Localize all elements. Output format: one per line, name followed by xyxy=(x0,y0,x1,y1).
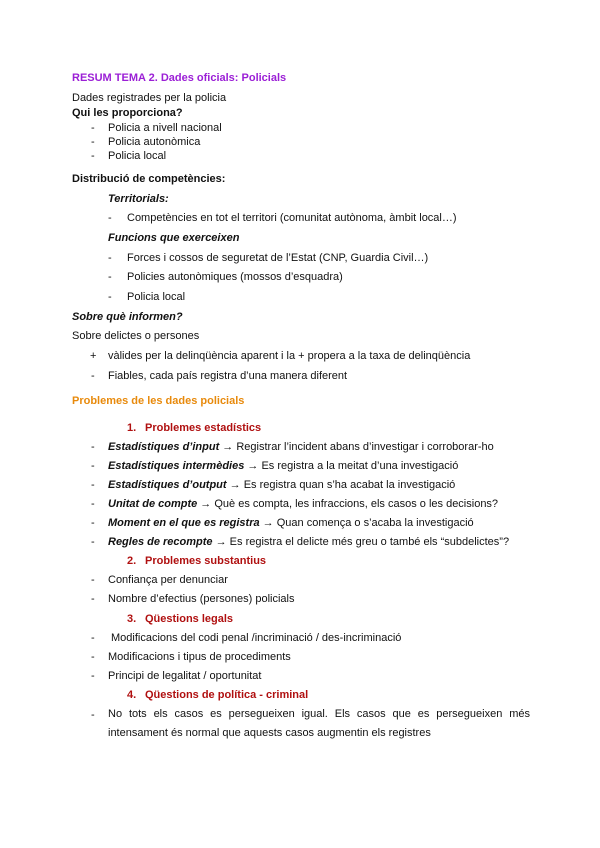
list-item: Fiables, cada país registra d’una manera diferent xyxy=(108,370,348,382)
list-bullet: - xyxy=(91,150,95,162)
description: Es registra a la meitat d’una investigació xyxy=(261,460,459,472)
list-bullet: - xyxy=(91,593,95,605)
arrow-icon: → xyxy=(229,479,241,491)
numbered-heading: Qüestions legals xyxy=(145,613,234,625)
term: Moment en el que es registra xyxy=(108,517,260,529)
arrow-icon: → xyxy=(262,517,274,529)
list-item: Policies autonòmiques (mossos d’esquadra) xyxy=(127,271,343,283)
term: Estadístiques d’input xyxy=(108,441,220,453)
list-item: Policia local xyxy=(127,291,186,303)
section-heading: Distribució de competències: xyxy=(72,173,226,185)
list-item xyxy=(108,440,494,454)
description: Es registra el delicte més greu o també els “subdelictes”? xyxy=(229,536,510,548)
list-item: Forces i cossos de seguretat de l’Estat (CNP, Guardia Civil…) xyxy=(127,252,429,264)
list-item: Confiança per denunciar xyxy=(108,574,228,586)
description: Quan comença o s’acaba la investigació xyxy=(276,517,474,529)
list-item: vàlides per la delinqüència aparent i la + propera a la taxa de delinqüència xyxy=(108,350,471,362)
term: Estadístiques intermèdies xyxy=(108,460,245,472)
list-bullet: - xyxy=(108,271,112,283)
list-item: Nombre d’efectius (persones) policials xyxy=(108,593,295,605)
list-bullet: - xyxy=(108,212,112,224)
list-item xyxy=(108,459,458,473)
section-text: Sobre delictes o persones xyxy=(72,330,200,342)
list-bullet: - xyxy=(91,460,95,472)
numbered-heading-number: 1. xyxy=(127,422,137,434)
list-bullet: - xyxy=(91,670,95,682)
numbered-heading: Problemes substantius xyxy=(145,555,267,567)
list-item: Policia local xyxy=(108,150,167,162)
problems-heading: Problemes de les dades policials xyxy=(72,395,245,407)
list-item: Modificacions i tipus de procediments xyxy=(108,651,291,663)
list-bullet: - xyxy=(91,632,95,644)
list-bullet: - xyxy=(108,252,112,264)
subsection-heading: Funcions que exerceixen xyxy=(108,232,240,244)
arrow-icon: → xyxy=(247,460,259,472)
description: Es registra quan s’ha acabat la investigació xyxy=(243,479,456,491)
description: Què es compta, les infraccions, els casos o les decisions? xyxy=(214,498,499,510)
intro-text: Dades registrades per la policia xyxy=(72,92,227,104)
list-item xyxy=(108,478,455,492)
arrow-icon: → xyxy=(215,536,227,548)
list-item xyxy=(108,535,509,549)
list-bullet: - xyxy=(91,651,95,663)
list-item: Policia autonòmica xyxy=(108,136,201,148)
list-bullet: - xyxy=(91,136,95,148)
list-item: Competències en tot el territori (comunitat autònoma, àmbit local…) xyxy=(127,212,457,224)
list-bullet: - xyxy=(91,479,95,491)
numbered-heading-number: 3. xyxy=(127,613,137,625)
term: Estadístiques d’output xyxy=(108,479,227,491)
list-item: Policia a nivell nacional xyxy=(108,122,222,134)
list-bullet: - xyxy=(91,517,95,529)
numbered-heading: Problemes estadístics xyxy=(145,422,262,434)
list-item: Modificacions del codi penal /incriminació / des-incriminació xyxy=(111,632,402,644)
list-item xyxy=(108,516,474,530)
term: Regles de recompte xyxy=(108,536,213,548)
description: Registrar l’incident abans d’investigar i corroborar-ho xyxy=(236,441,494,453)
numbered-heading-number: 2. xyxy=(127,555,137,567)
section-heading: Qui les proporciona? xyxy=(72,107,183,119)
list-item: Principi de legalitat / oportunitat xyxy=(108,670,262,682)
paragraph: No tots els casos es persegueixen igual. Els casos que es persegueixen més intensament és normal que aquests casos augmentin els registres xyxy=(108,708,530,739)
list-bullet: - xyxy=(91,536,95,548)
arrow-icon: → xyxy=(200,498,212,510)
list-bullet: - xyxy=(108,291,112,303)
list-bullet: - xyxy=(91,574,95,586)
term: Unitat de compte xyxy=(108,498,198,510)
list-bullet: - xyxy=(91,709,95,721)
numbered-heading-number: 4. xyxy=(127,689,137,701)
list-item xyxy=(108,497,498,511)
numbered-heading: Qüestions de política - criminal xyxy=(145,689,309,701)
arrow-icon: → xyxy=(222,441,234,453)
page-title: RESUM TEMA 2. Dades oficials: Policials xyxy=(72,72,287,84)
subsection-heading: Territorials: xyxy=(108,193,169,205)
section-heading: Sobre què informen? xyxy=(72,311,183,323)
list-bullet: - xyxy=(91,370,95,382)
list-bullet: - xyxy=(91,122,95,134)
list-bullet: + xyxy=(90,350,97,362)
list-bullet: - xyxy=(91,498,95,510)
list-bullet: - xyxy=(91,441,95,453)
